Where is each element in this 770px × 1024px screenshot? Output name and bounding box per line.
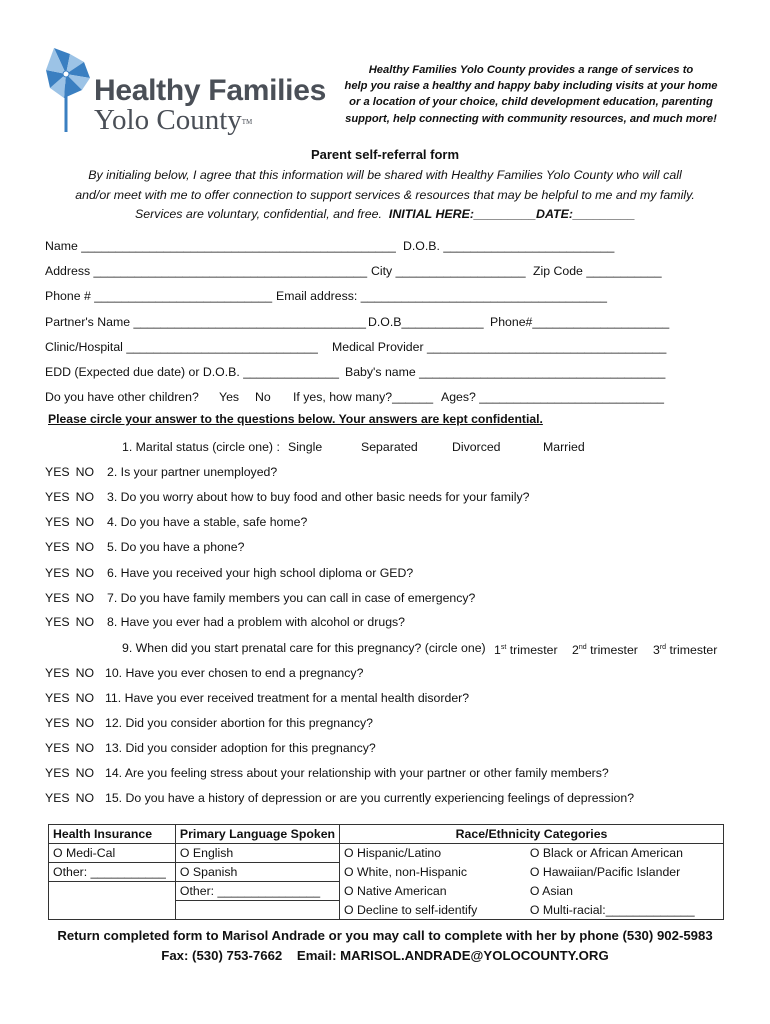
question-7-answer bbox=[45, 590, 100, 606]
pinwheel-icon bbox=[44, 44, 96, 134]
question-12: 12. Did you consider abortion for this pregnancy? bbox=[105, 716, 373, 730]
question-8: 8. Have you ever had a problem with alcohol or drugs? bbox=[107, 615, 406, 629]
no-option[interactable]: NO bbox=[75, 540, 95, 554]
no-option[interactable]: NO bbox=[75, 741, 95, 755]
question-5-answer bbox=[45, 539, 100, 555]
race-hawaiian-option[interactable]: O Hawaiian/Pacific Islander bbox=[526, 863, 724, 882]
yes-option[interactable]: YES bbox=[45, 615, 70, 629]
email-field[interactable]: Email address: ____________________________________ bbox=[276, 289, 607, 303]
form-title: Parent self-referral form bbox=[310, 147, 460, 162]
address-field[interactable]: Address ________________________________________ bbox=[45, 264, 368, 278]
no-option[interactable]: NO bbox=[75, 591, 95, 605]
second-trimester-option[interactable]: 2nd trimester bbox=[572, 643, 638, 658]
yes-option[interactable]: YES bbox=[45, 515, 70, 529]
no-option[interactable]: NO bbox=[75, 791, 95, 805]
race-white-option[interactable]: O White, non-Hispanic bbox=[340, 863, 526, 882]
race-multi-field[interactable]: O Multi-racial:_____________ bbox=[526, 901, 724, 920]
question-6: 6. Have you received your high school diploma or GED? bbox=[107, 566, 414, 580]
question-12-answer bbox=[45, 715, 100, 731]
yes-option[interactable]: YES bbox=[45, 741, 70, 755]
question-2-answer bbox=[45, 464, 100, 480]
clinic-field[interactable]: Clinic/Hospital ____________________________ bbox=[45, 340, 318, 354]
partner-name-field[interactable]: Partner's Name __________________________________ bbox=[45, 315, 366, 329]
question-9: 9. When did you start prenatal care for this pregnancy? (circle one) bbox=[122, 641, 486, 655]
question-5: 5. Do you have a phone? bbox=[107, 540, 245, 554]
edd-field[interactable]: EDD (Expected due date) or D.O.B. ______________ bbox=[45, 365, 339, 379]
yes-option[interactable]: YES bbox=[45, 591, 70, 605]
race-asian-option[interactable]: O Asian bbox=[526, 882, 724, 901]
demographics-table bbox=[48, 824, 724, 920]
question-13-answer bbox=[45, 740, 100, 756]
first-trimester-option[interactable]: 1st trimester bbox=[494, 643, 558, 658]
consent-statement: By initialing below, I agree that this information will be shared with Healthy Families Yolo County who will call and/or meet with me to offer connection to support services & resources that may be helpful to me and my family. Services are voluntary, confidential, and free. INITIAL HERE:_________DATE:_________ bbox=[75, 168, 695, 221]
yes-option[interactable]: YES bbox=[45, 666, 70, 680]
insurance-medical-option[interactable]: O Medi-Cal bbox=[49, 844, 176, 863]
question-8-answer bbox=[45, 614, 100, 630]
question-4-answer bbox=[45, 514, 100, 530]
race-native-option[interactable]: O Native American bbox=[340, 882, 526, 901]
yes-option[interactable]: YES bbox=[45, 691, 70, 705]
language-empty-cell bbox=[175, 901, 339, 920]
question-7: 7. Do you have family members you can call in case of emergency? bbox=[107, 591, 476, 605]
yes-option[interactable]: YES bbox=[45, 465, 70, 479]
question-10-answer bbox=[45, 665, 100, 681]
yes-option[interactable]: YES bbox=[45, 791, 70, 805]
baby-name-field[interactable]: Baby's name ____________________________________ bbox=[345, 365, 666, 379]
insurance-empty-cell bbox=[49, 882, 176, 901]
healthy-families-logo bbox=[44, 44, 334, 134]
how-many-field[interactable]: If yes, how many?______ bbox=[293, 390, 434, 404]
question-1: 1. Marital status (circle one) : bbox=[122, 440, 280, 454]
race-hispanic-option[interactable]: O Hispanic/Latino bbox=[340, 844, 526, 863]
question-3-answer bbox=[45, 489, 100, 505]
children-no-option[interactable]: No bbox=[255, 390, 271, 404]
partner-phone-field[interactable]: Phone#____________________ bbox=[490, 315, 670, 329]
question-6-answer bbox=[45, 565, 100, 581]
yes-option[interactable]: YES bbox=[45, 716, 70, 730]
yes-option[interactable]: YES bbox=[45, 766, 70, 780]
no-option[interactable]: NO bbox=[75, 716, 95, 730]
question-14: 14. Are you feeling stress about your relationship with your partner or other family members? bbox=[105, 766, 609, 780]
phone-field[interactable]: Phone # __________________________ bbox=[45, 289, 273, 303]
no-option[interactable]: NO bbox=[75, 615, 95, 629]
dob-field[interactable]: D.O.B. _________________________ bbox=[403, 239, 615, 253]
question-13: 13. Did you consider adoption for this pregnancy? bbox=[105, 741, 376, 755]
marital-divorced-option[interactable]: Divorced bbox=[452, 440, 501, 454]
initial-field[interactable]: INITIAL HERE:_________ bbox=[388, 207, 537, 221]
marital-single-option[interactable]: Single bbox=[288, 440, 323, 454]
provider-field[interactable]: Medical Provider ___________________________________ bbox=[332, 340, 667, 354]
yes-option[interactable]: YES bbox=[45, 540, 70, 554]
question-15-answer bbox=[45, 790, 100, 806]
question-10: 10. Have you ever chosen to end a pregnancy? bbox=[105, 666, 364, 680]
fax-number: Fax: (530) 753-7662 bbox=[161, 948, 283, 963]
questions-instruction: Please circle your answer to the questions below. Your answers are kept confidential. bbox=[48, 412, 543, 426]
third-trimester-option[interactable]: 3rd trimester bbox=[653, 643, 718, 658]
no-option[interactable]: NO bbox=[75, 566, 95, 580]
no-option[interactable]: NO bbox=[75, 766, 95, 780]
question-4: 4. Do you have a stable, safe home? bbox=[107, 515, 308, 529]
insurance-other-field[interactable]: Other: ___________ bbox=[49, 863, 176, 882]
language-other-field[interactable]: Other: _______________ bbox=[175, 882, 339, 901]
no-option[interactable]: NO bbox=[75, 666, 95, 680]
yes-option[interactable]: YES bbox=[45, 490, 70, 504]
race-header: Race/Ethnicity Categories bbox=[340, 825, 724, 844]
insurance-header: Health Insurance bbox=[49, 825, 176, 844]
logo-subtitle: Yolo County™ bbox=[94, 104, 253, 136]
question-14-answer bbox=[45, 765, 100, 781]
language-english-option[interactable]: O English bbox=[175, 844, 339, 863]
marital-separated-option[interactable]: Separated bbox=[361, 440, 418, 454]
no-option[interactable]: NO bbox=[75, 465, 95, 479]
no-option[interactable]: NO bbox=[75, 515, 95, 529]
no-option[interactable]: NO bbox=[75, 691, 95, 705]
other-children-question: Do you have other children? bbox=[45, 390, 199, 404]
question-11: 11. Have you ever received treatment for a mental health disorder? bbox=[105, 691, 470, 705]
language-header: Primary Language Spoken bbox=[175, 825, 339, 844]
no-option[interactable]: NO bbox=[75, 490, 95, 504]
race-decline-option[interactable]: O Decline to self-identify bbox=[340, 901, 526, 920]
question-11-answer bbox=[45, 690, 100, 706]
insurance-empty-cell bbox=[49, 901, 176, 920]
question-15: 15. Do you have a history of depression or are you currently experiencing feelings of depression? bbox=[105, 791, 635, 805]
yes-option[interactable]: YES bbox=[45, 566, 70, 580]
contact-email[interactable]: Email: MARISOL.ANDRADE@YOLOCOUNTY.ORG bbox=[296, 948, 609, 963]
intro-text: Healthy Families Yolo County provides a range of services to help you raise a healthy and happy baby including visits at your home or a location of your choice, child development education, parenting support, help connecting with community resources, and much more! bbox=[344, 64, 718, 125]
marital-married-option[interactable]: Married bbox=[543, 440, 585, 454]
logo-title: Healthy Families bbox=[94, 74, 326, 107]
race-black-option[interactable]: O Black or African American bbox=[526, 844, 724, 863]
name-field[interactable]: Name ______________________________________________ bbox=[45, 239, 396, 253]
question-3: 3. Do you worry about how to buy food and other basic needs for your family? bbox=[107, 490, 530, 504]
return-line: Return completed form to Marisol Andrade or you may call to complete with her by phone (530) 902-5983 bbox=[57, 928, 713, 943]
language-spanish-option[interactable]: O Spanish bbox=[175, 863, 339, 882]
question-2: 2. Is your partner unemployed? bbox=[107, 465, 278, 479]
partner-dob-field[interactable]: D.O.B____________ bbox=[368, 315, 484, 329]
ages-field[interactable]: Ages? ___________________________ bbox=[441, 390, 664, 404]
zip-field[interactable]: Zip Code ___________ bbox=[533, 264, 662, 278]
city-field[interactable]: City ___________________ bbox=[371, 264, 526, 278]
children-yes-option[interactable]: Yes bbox=[219, 390, 240, 404]
return-instructions bbox=[0, 926, 770, 966]
date-field[interactable]: DATE:_________ bbox=[536, 207, 636, 221]
